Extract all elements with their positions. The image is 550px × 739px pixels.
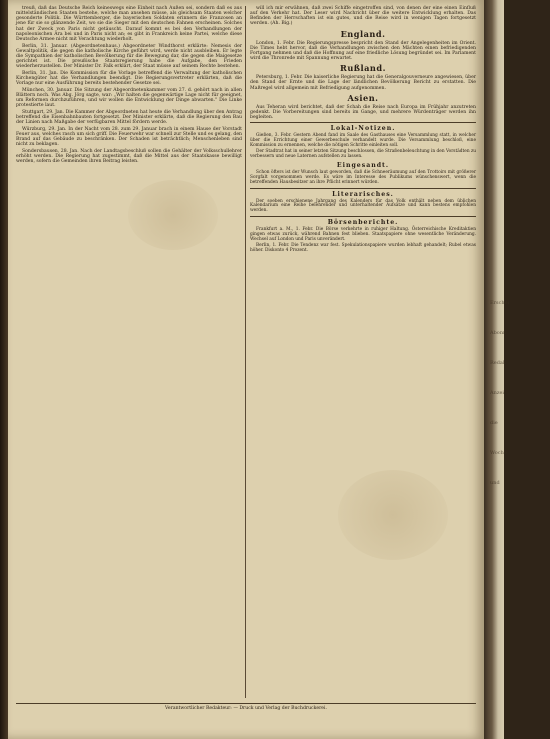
edge-text: Erschei (490, 300, 510, 306)
section-heading-russland: Rußland. (340, 63, 386, 74)
section-heading-boersenberichte: Börsenberichte. (327, 219, 399, 227)
edge-text: und (490, 480, 500, 486)
section-heading-england: England. (340, 28, 386, 39)
article-paragraph: London, 1. Febr. Die Regierungspresse bespricht den Stand der Angelegenheiten im Orient. Die Times hebt hervor, daß die Verhandlungen zwischen den Mächten einen befriedigenden Fortgang nehmen und daß die Hoffnung auf eine friedliche Lösung begründet sei. Im Parlament wird die Thronrede mit Spannung erwartet. (250, 40, 476, 62)
edge-text: Abonn (490, 330, 507, 336)
article-paragraph: Berlin, 31. Jan. Die Kommission für die Vorlage betreffend die Verwaltung der katholischen Kirchengüter hat die Verhandlungen beendigt. Die Regierungsvertreter erklärten, daß die Vorlage nur eine Ausführung bereits bestehender Gesetze sei. (16, 70, 242, 87)
left-column (16, 6, 242, 696)
article-paragraph: Frankfurt a. M., 1. Febr. Die Börse verkehrte in ruhiger Haltung. Österreichische Kreditaktien gingen etwas zurück, während Bahnen fest blieben. Staatspapiere ohne wesentliche Veränderung. Wechsel auf London und Paris unverändert. (250, 227, 476, 242)
edge-text: Redak (490, 360, 506, 366)
article-paragraph: Gießen, 3. Febr. Gestern Abend fand im Saale des Gasthauses eine Versammlung statt, in welcher über die Errichtung einer Gewerbeschule verhandelt wurde. Die Versammlung beschloß, eine Kommission zu ernennen, welche die nötigen Schritte einleiten soll. (250, 132, 476, 148)
article-paragraph: Sondersbausen, 28. Jan. Nach der Landtagsbeschluß sollen die Gehälter der Volksschullehrer erhöht werden. Die Regierung hat zugestimmt, daß die Mittel aus der Staatskasse bewilligt werden, sofern die Gemeinden ihren Beitrag leisten. (16, 149, 242, 165)
footer-rule (16, 703, 476, 704)
article-paragraph: Schon öfters ist der Wunsch laut geworden, daß die Schneeräumung auf den Trottoirs mit größerer Sorgfalt vorgenommen werde. Es wäre im Interesse des Publikums wünschenswert, wenn die betreffenden Hausbesitzer an ihre Pflicht erinnert würden. (250, 170, 476, 185)
section-rule (250, 122, 476, 123)
section-rule (250, 216, 476, 217)
section-heading-asien: Asien. (347, 92, 379, 103)
article-paragraph: Berlin, 31. Januar. (Abgeordnetenhaus.) Abgeordneter Windthorst erklärte: Nemesis der Gewaltpolitik, die gegen die katholische Kirche geführt wird, werde nicht ausbleiben. Er legte die Sympathien der katholischen Bevölkerung für die Bewegung dar, die gegen die Maigesetze gerichtet ist. Die preußische Staatsregierung habe die Aufgabe, den Frieden wiederherzustellen. Der Minister Dr. Falk erklärt, der Staat müsse auf seinem Rechte bestehen. (16, 43, 242, 70)
section-heading-lokal: Lokal-Notizen. (330, 124, 396, 132)
article-paragraph: Aus Teheran wird berichtet, daß der Schah die Reise nach Europa im Frühjahr anzutreten gedenkt. Die Vorbereitungen sind bereits im Gange, und mehrere Würdenträger werden ihn begleiten. (250, 104, 476, 121)
section-heading-literarisches: Literarisches. (332, 190, 394, 198)
article-paragraph: Würzburg, 29. Jan. In der Nacht vom 28. zum 29. Januar brach in einem Hause der Vorstadt Feuer aus, welches rasch um sich griff. Die Feuerwehr war schnell zur Stelle und es gelang, den Brand auf das Gebäude zu beschränken. Der Schaden ist beträchtlich; Menschenleben sind nicht zu beklagen. (16, 126, 242, 148)
next-page-edge (484, 0, 510, 739)
article-paragraph: Stuttgart, 29. Jan. Die Kammer der Abgeordneten hat heute die Verhandlung über den Antrag betreffend die Eisenbahnbauten fortgesetzt. Der Minister erklärte, daß die Regierung den Bau der Linien nach Maßgabe der verfügbaren Mittel fördern werde. (16, 109, 242, 126)
page-footer: Verantwortlicher Redakteur: — Druck und Verlag der Buchdruckerei. (165, 706, 327, 711)
article-paragraph: Berlin, 1. Febr. Die Tendenz war fest. Spekulationspapiere wurden lebhaft gehandelt; Rubel etwas höher. Diskonto 4 Prozent. (250, 243, 476, 254)
section-heading-eingesandt: Eingesandt. (336, 162, 390, 170)
right-column (250, 6, 476, 696)
article-paragraph: Der Stadtrat hat in seiner letzten Sitzung beschlossen, die Straßenbeleuchtung in den Vorstädten zu verbessern und neue Laternen aufstellen zu lassen. (250, 149, 476, 160)
edge-text: Anzei (490, 390, 505, 396)
article-paragraph: treuß, daß das Deutsche Reich keineswegs eine Einheit nach Außen sei, sondern daß es aus mittelständischen Staaten bestehe, welche man ansehen müsse, als gleichsam Staaten welcher gesonderte Politik. Die Württemberger, die bayerischen Soldaten erinnern die Franzosen an jene für sie so glänzende Zeit, wo sie die Sieger mit den deutschen Fahnen erscheinen. Solches hat der Zweck von Paris nicht getäuscht. Darauf kommt es bei den Verhandlungen der napoleonischen Ära bei und in Paris nicht an; es gibt in Frankreich keine Partei, welche diese Deutsche Armee nicht mit Verachtung wiederholt. (16, 6, 242, 42)
edge-text: Woche (490, 450, 507, 456)
column-divider (245, 6, 246, 698)
edge-text: die (490, 420, 498, 426)
section-rule (250, 188, 476, 189)
article-paragraph: München, 30. Januar. Die Sitzung der Abgeordnetenkammer vom 27. d. gehört nach in allen Blättern noch. Was Abg. Jörg sagte, war: „Wir halten die gegenwärtige Lage nicht für geeignet, um Reformen durchzuführen, und wir wollen die Entwicklung der Dinge abwarten." Die Linke protestierte laut. (16, 87, 242, 109)
article-paragraph: Der soeben erschienene Jahrgang des Kalenders für das Volk enthält neben dem üblichen Kalendarium eine Reihe belehrender und unterhaltender Aufsätze und kann bestens empfohlen werden. (250, 198, 476, 214)
article-paragraph: Petersburg, 1. Febr. Die kaiserliche Regierung hat die Generalgouverneure angewiesen, über den Stand der Ernte und die Lage der ländlichen Bevölkerung Bericht zu erstatten. Die Maßregel wird allgemein mit Befriedigung aufgenommen. (250, 75, 476, 91)
book-spine (0, 0, 8, 739)
newspaper-page (8, 0, 484, 739)
article-paragraph: will ich mir erwähnen, daß zwei Schiffe eingetroffen sind, von denen der eine einen Einfluß auf den Verkehr hat. Der Leser wird Nachricht über die weitere Entwicklung erhalten. Das Befinden der Herrschaften ist ein gutes, und die Reise wird in wenigen Tagen fortgesetzt werden. (Ah. Big.) (250, 6, 476, 27)
